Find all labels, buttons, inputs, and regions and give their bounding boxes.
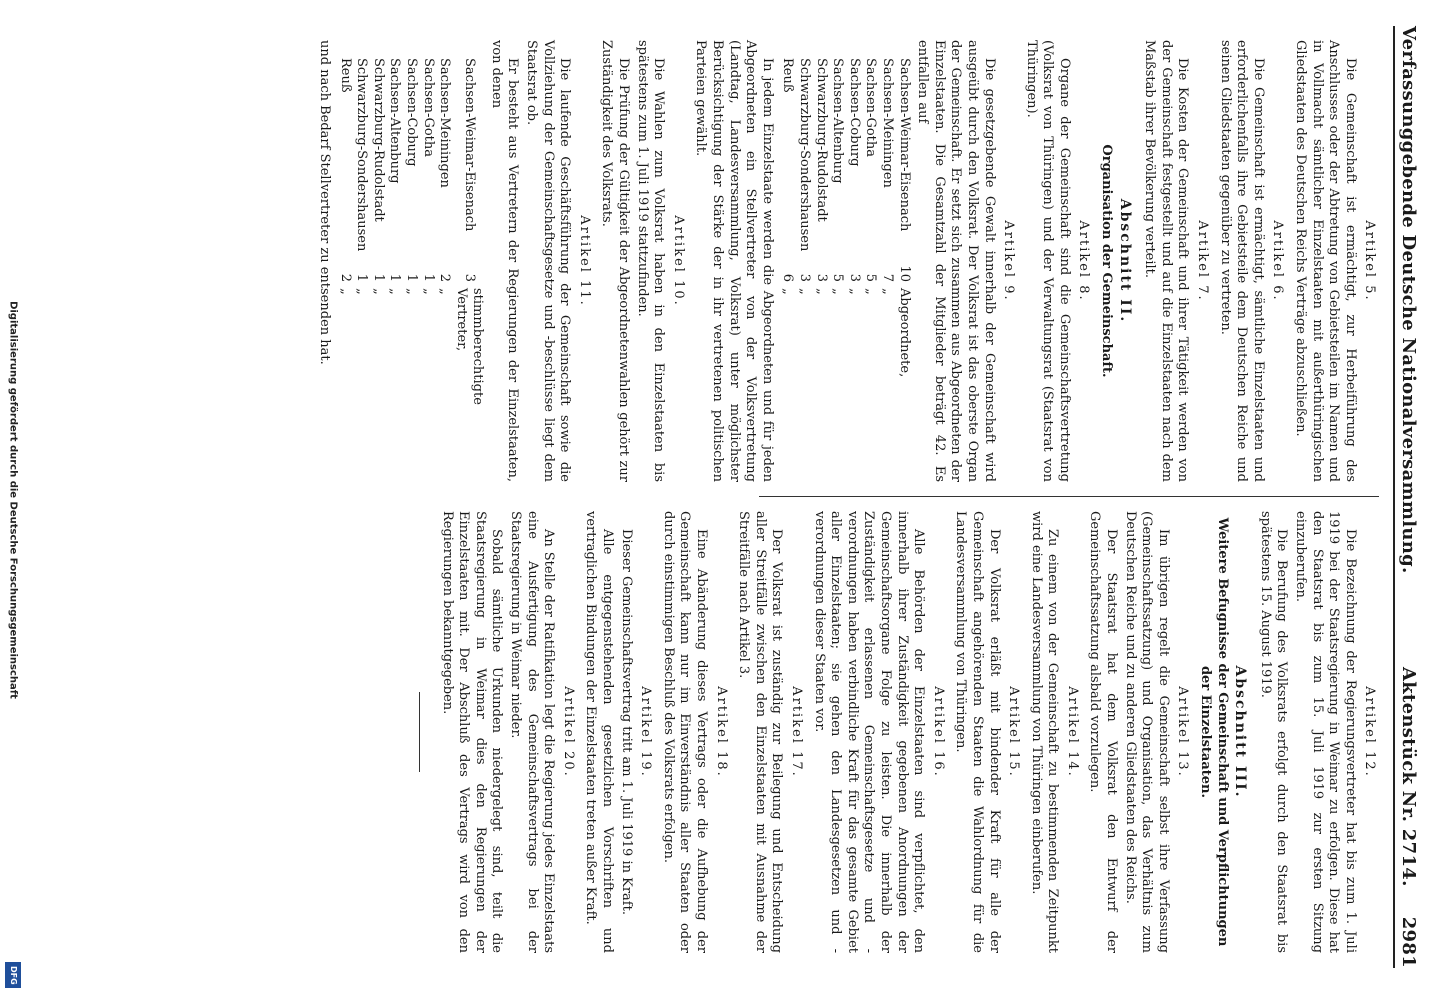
digitization-credit [2, 10, 24, 990]
section-2-heading: Abschnitt II. [1116, 198, 1133, 324]
state-name: Sachsen-Altenburg [830, 58, 846, 184]
state-name: Sachsen-Gotha [420, 58, 436, 157]
article-14-heading: Artikel 14. [1064, 686, 1080, 778]
table-row [812, 58, 829, 418]
article-10-text-2: Die Prüfung der Gültigkeit der Abgeordnetenwahlen gehört zur Zuständigkeit des Volksrats. [599, 40, 632, 482]
article-6-text: Die Gemeinschaft ist ermächtigt, sämtliche Einzelstaaten und erforderlichenfalls ihre Gebietsteile dem Deutschen Reiche und seinen Gliedstaaten gegenüber zu vertreten. [1217, 40, 1266, 482]
article-6-heading: Artikel 6. [1270, 220, 1286, 302]
article-11-text-2: Er besteht aus Vertretern der Regierungen der Einzelstaaten, von denen [488, 40, 521, 482]
article-12-heading: Artikel 12. [1362, 686, 1378, 778]
seat-unit: „ [879, 288, 895, 295]
article-11-text-3: und nach Bedarf Stellvertreter zu entsenden hat. [316, 40, 332, 365]
state-name: Sachsen-Coburg [846, 58, 862, 167]
article-20-heading: Artikel 20. [560, 686, 576, 778]
article-17-text: Der Volksrat ist zuständig zur Beilegung und Entscheidung aller Streitfälle zwischen den Einzelstaaten mit Ausnahme der Streitfälle nach Artikel 3. [736, 511, 785, 953]
article-9-text-2: In jedem Einzelstaate werden die Abgeordneten und für jeden Abgeordneten ein Stellvertreter von der Volksvertretung (Landtag, Landesversammlung, Volksrat) unter möglichster Berücksichtigung der Stärke der in ihr vertretenen politischen Parteien gewählt. [693, 40, 775, 482]
table-row [336, 58, 353, 418]
article-15-heading: Artikel 15. [1006, 686, 1022, 778]
state-name: Schwarzburg-Sondershausen [797, 58, 812, 252]
state-name: Reuß [780, 58, 796, 93]
rep-unit: „ [437, 288, 453, 295]
article-16-heading: Artikel 16. [930, 686, 946, 778]
article-18-text: Eine Abänderung dieses Vertrags oder die Aufhebung der Gemeinschaft kann nur im Einverständnis aller Staaten oder durch einstimmigen Beschluß des Volksrats erfolgen. [660, 511, 710, 953]
article-16-text: Alle Behörden der Einzelstaaten sind verpflichtet, den innerhalb ihrer Zuständigkeit gegebenen Anordnungen der Gemeinschaftsorgane Folge zu leisten. Die innerhalb der Zuständigkeit erlassenen Gemeinschaftsgesetze und -verordnungen haben verbindliche Kraft für das gesamte Gebiet aller Einzelstaaten; sie gehen den Landesgesetzen und -verordnungen dieser Staaten vor. [811, 511, 927, 953]
left-column [73, 26, 1383, 496]
rep-unit: „ [370, 288, 386, 295]
article-10-heading: Artikel 10. [670, 215, 686, 307]
table-row [419, 58, 436, 418]
seat-count: 7 [879, 273, 895, 282]
state-name: Sachsen-Weimar-Eisenach [462, 58, 478, 232]
seat-unit: Abgeordnete, [896, 288, 912, 378]
table-row [862, 58, 879, 418]
rep-count: 2 [337, 273, 353, 282]
seat-count: 3 [797, 273, 812, 282]
text-columns [73, 26, 1383, 968]
rep-unit: „ [337, 288, 353, 295]
seat-unit: „ [830, 288, 846, 295]
credit-text: Digitalisierung gefördert durch die Deutsche Forschungsgemeinschaft [7, 301, 19, 699]
rep-unit: „ [387, 288, 403, 295]
section-3-subheading: Weitere Befugnisse der Gemeinschaft und Verpflichtungen der Einzelstaaten. [1198, 517, 1230, 947]
article-11-heading: Artikel 11. [576, 215, 592, 307]
dfg-logo: DFG [5, 962, 21, 988]
article-10-text: Die Wahlen zum Volksrat haben in den Einzelstaaten bis spätestens zum 1. Juli 1919 stattzufinden. [634, 40, 667, 482]
running-head [1393, 26, 1419, 968]
table-row [829, 58, 846, 418]
table-row [845, 58, 862, 418]
article-17-heading: Artikel 17. [789, 686, 804, 778]
article-20-text-2: Sobald sämtliche Urkunden niedergelegt sind, teilt die Staatsregierung in Weimar dies den Regierungen der Einzelstaaten mit. Der Abschluß des Vertrags wird von den Regierungen bekanntgegeben. [439, 511, 505, 953]
article-13-text-2: Der Staatsrat hat dem Volksrat den Entwurf der Gemeinschaftssatzung alsbald vorzulegen. [1087, 511, 1120, 953]
state-name: Sachsen-Gotha [863, 58, 879, 157]
article-18-heading: Artikel 18. [713, 686, 729, 778]
table-row [353, 58, 370, 418]
publication-title: Verfassunggebende Deutsche Nationalversammlung. [1398, 26, 1419, 574]
article-8-text: Organe der Gemeinschaft sind die Gemeinschaftsvertretung (Volksrat von Thüringen) und der Verwaltungsrat (Staatsrat von Thüringen). [1023, 40, 1072, 482]
table-row [402, 58, 419, 418]
table-row [369, 58, 386, 418]
state-name: Sachsen-Coburg [403, 58, 419, 167]
state-name: Sachsen-Meiningen [437, 58, 453, 188]
article-20-text: An Stelle der Ratifikation legt die Regierung jedes Einzelstaats eine Ausfertigung des Gemeinschaftsvertrags bei der Staatsregierung in Weimar nieder. [508, 511, 557, 953]
article-13-text: Im übrigen regelt die Gemeinschaft selbst ihre Verfassung (Gemeinschaftssatzung) und Organisation, das Verhältnis zum Deutschen Reiche und zu anderen Gliedstaaten des Reichs. [1122, 511, 1171, 953]
right-column [73, 497, 1383, 967]
article-5-heading: Artikel 5. [1362, 220, 1378, 302]
rep-unit: „ [403, 288, 419, 295]
state-name: Sachsen-Weimar-Eisenach [896, 58, 912, 232]
rep-unit: „ [420, 288, 436, 295]
article-19-heading: Artikel 19. [638, 686, 654, 778]
state-name: Sachsen-Altenburg [387, 58, 403, 184]
seat-unit: „ [863, 288, 879, 295]
seat-unit: „ [846, 288, 862, 295]
rep-count: 1 [387, 273, 403, 282]
table-row [452, 58, 485, 418]
seat-count: 3 [846, 273, 862, 282]
article-13-heading: Artikel 13. [1175, 686, 1191, 778]
section-2-subheading: Organisation der Gemeinschaft. [1099, 144, 1115, 378]
article-19-text-2: Alle entgegenstehenden gesetzlichen Vorschriften und vertraglichen Bindungen der Einzelstaaten treten außer Kraft. [583, 511, 616, 953]
section-3-heading: Abschnitt III. [1232, 665, 1249, 799]
document-page [40, 0, 1430, 990]
article-11-text: Die laufende Geschäftsführung der Gemeinschaft sowie die Vollziehung der Gemeinschaftsgesetze und -beschlüsse liegt dem Staatsrat ob. [524, 40, 573, 482]
table-row [795, 58, 812, 418]
seat-unit: „ [813, 288, 829, 295]
seat-count: 5 [863, 273, 879, 282]
seat-count: 6 [780, 273, 796, 282]
seat-unit: „ [797, 288, 812, 295]
state-name: Schwarzburg-Rudolstadt [370, 58, 386, 222]
state-name: Reuß [337, 58, 353, 93]
rep-count: 2 [437, 273, 453, 282]
article-12-text-2: Die Berufung des Volksrats erfolgt durch den Staatsrat bis spätestens 15. August 1919. [1257, 511, 1290, 953]
scanned-page-frame [30, 0, 1434, 1000]
seat-count: 5 [830, 273, 846, 282]
article-12-text: Die Bezeichnung der Regierungsvertreter hat bis zum 1. Juli 1919 bei der Staatsregierung in Weimar zu erfolgen. Diese hat den Staatsrat bis zum 15. Juli 1919 zur ersten Sitzung einzuberufen. [1293, 511, 1358, 953]
article-11-representative-table [336, 58, 485, 418]
table-row [779, 58, 796, 418]
rep-count: 3 [462, 273, 478, 282]
article-7-heading: Artikel 7. [1195, 220, 1211, 302]
rep-count: 1 [370, 273, 386, 282]
state-name: Schwarzburg-Sondershausen [354, 58, 370, 252]
article-14-text: Zu einem von der Gemeinschaft zu bestimmenden Zeitpunkt wird eine Landesversammlung von Thüringen einberufen. [1028, 511, 1061, 953]
table-row [895, 58, 912, 418]
state-name: Schwarzburg-Rudolstadt [813, 58, 829, 222]
table-row [878, 58, 895, 418]
state-name: Sachsen-Meiningen [879, 58, 895, 188]
article-19-text: Dieser Gemeinschaftsvertrag tritt am 1. Juli 1919 in Kraft. [618, 529, 634, 915]
seat-count: 10 [896, 265, 912, 282]
article-9-seat-table [779, 58, 912, 418]
article-9-text: Die gesetzgebende Gewalt innerhalb der Gemeinschaft wird ausgeübt durch den Volksrat. Der Volksrat ist das oberste Organ der Gemeinschaft. Er setzt sich zusammen aus Abgeordneten der Einzelstaaten. Die Gesamtzahl der Mitglieder beträgt 42. Es entfallen auf [915, 40, 997, 482]
end-rule [419, 692, 420, 772]
article-15-text: Der Volksrat erläßt mit bindender Kraft für alle der Gemeinschaft angehörenden Staaten die Wahlordnung für die Landesversammlung von Thüringen. [953, 511, 1002, 953]
article-9-heading: Artikel 9. [1001, 220, 1017, 302]
document-number: Aktenstück Nr. 2714. [1398, 666, 1419, 887]
seat-count: 3 [813, 273, 829, 282]
table-row [386, 58, 403, 418]
table-row [436, 58, 453, 418]
page-number: 2981 [1398, 916, 1419, 968]
rep-unit: stimmberechtigte Vertreter, [453, 288, 486, 405]
article-7-text: Die Kosten der Gemeinschaft und ihrer Tätigkeit werden von der Gemeinschaft festgestellt und auf die Einzelstaaten nach dem Maßstab ihrer Bevölkerung verteilt. [1142, 40, 1191, 482]
seat-unit: „ [780, 288, 796, 295]
article-5-text: Die Gemeinschaft ist ermächtigt, zur Herbeiführung des Anschlusses oder der Abtretung von Gebietsteilen im Namen und in Vollmacht sämtlicher Einzelstaaten mit außerthüringischen Gliedstaaten des Deutschen Reichs Verträge abzuschließen. [1293, 40, 1358, 482]
rep-unit: „ [354, 288, 370, 295]
rep-count: 1 [420, 273, 436, 282]
rep-count: 1 [403, 273, 419, 282]
article-8-heading: Artikel 8. [1076, 220, 1092, 302]
rep-count: 1 [354, 273, 370, 282]
